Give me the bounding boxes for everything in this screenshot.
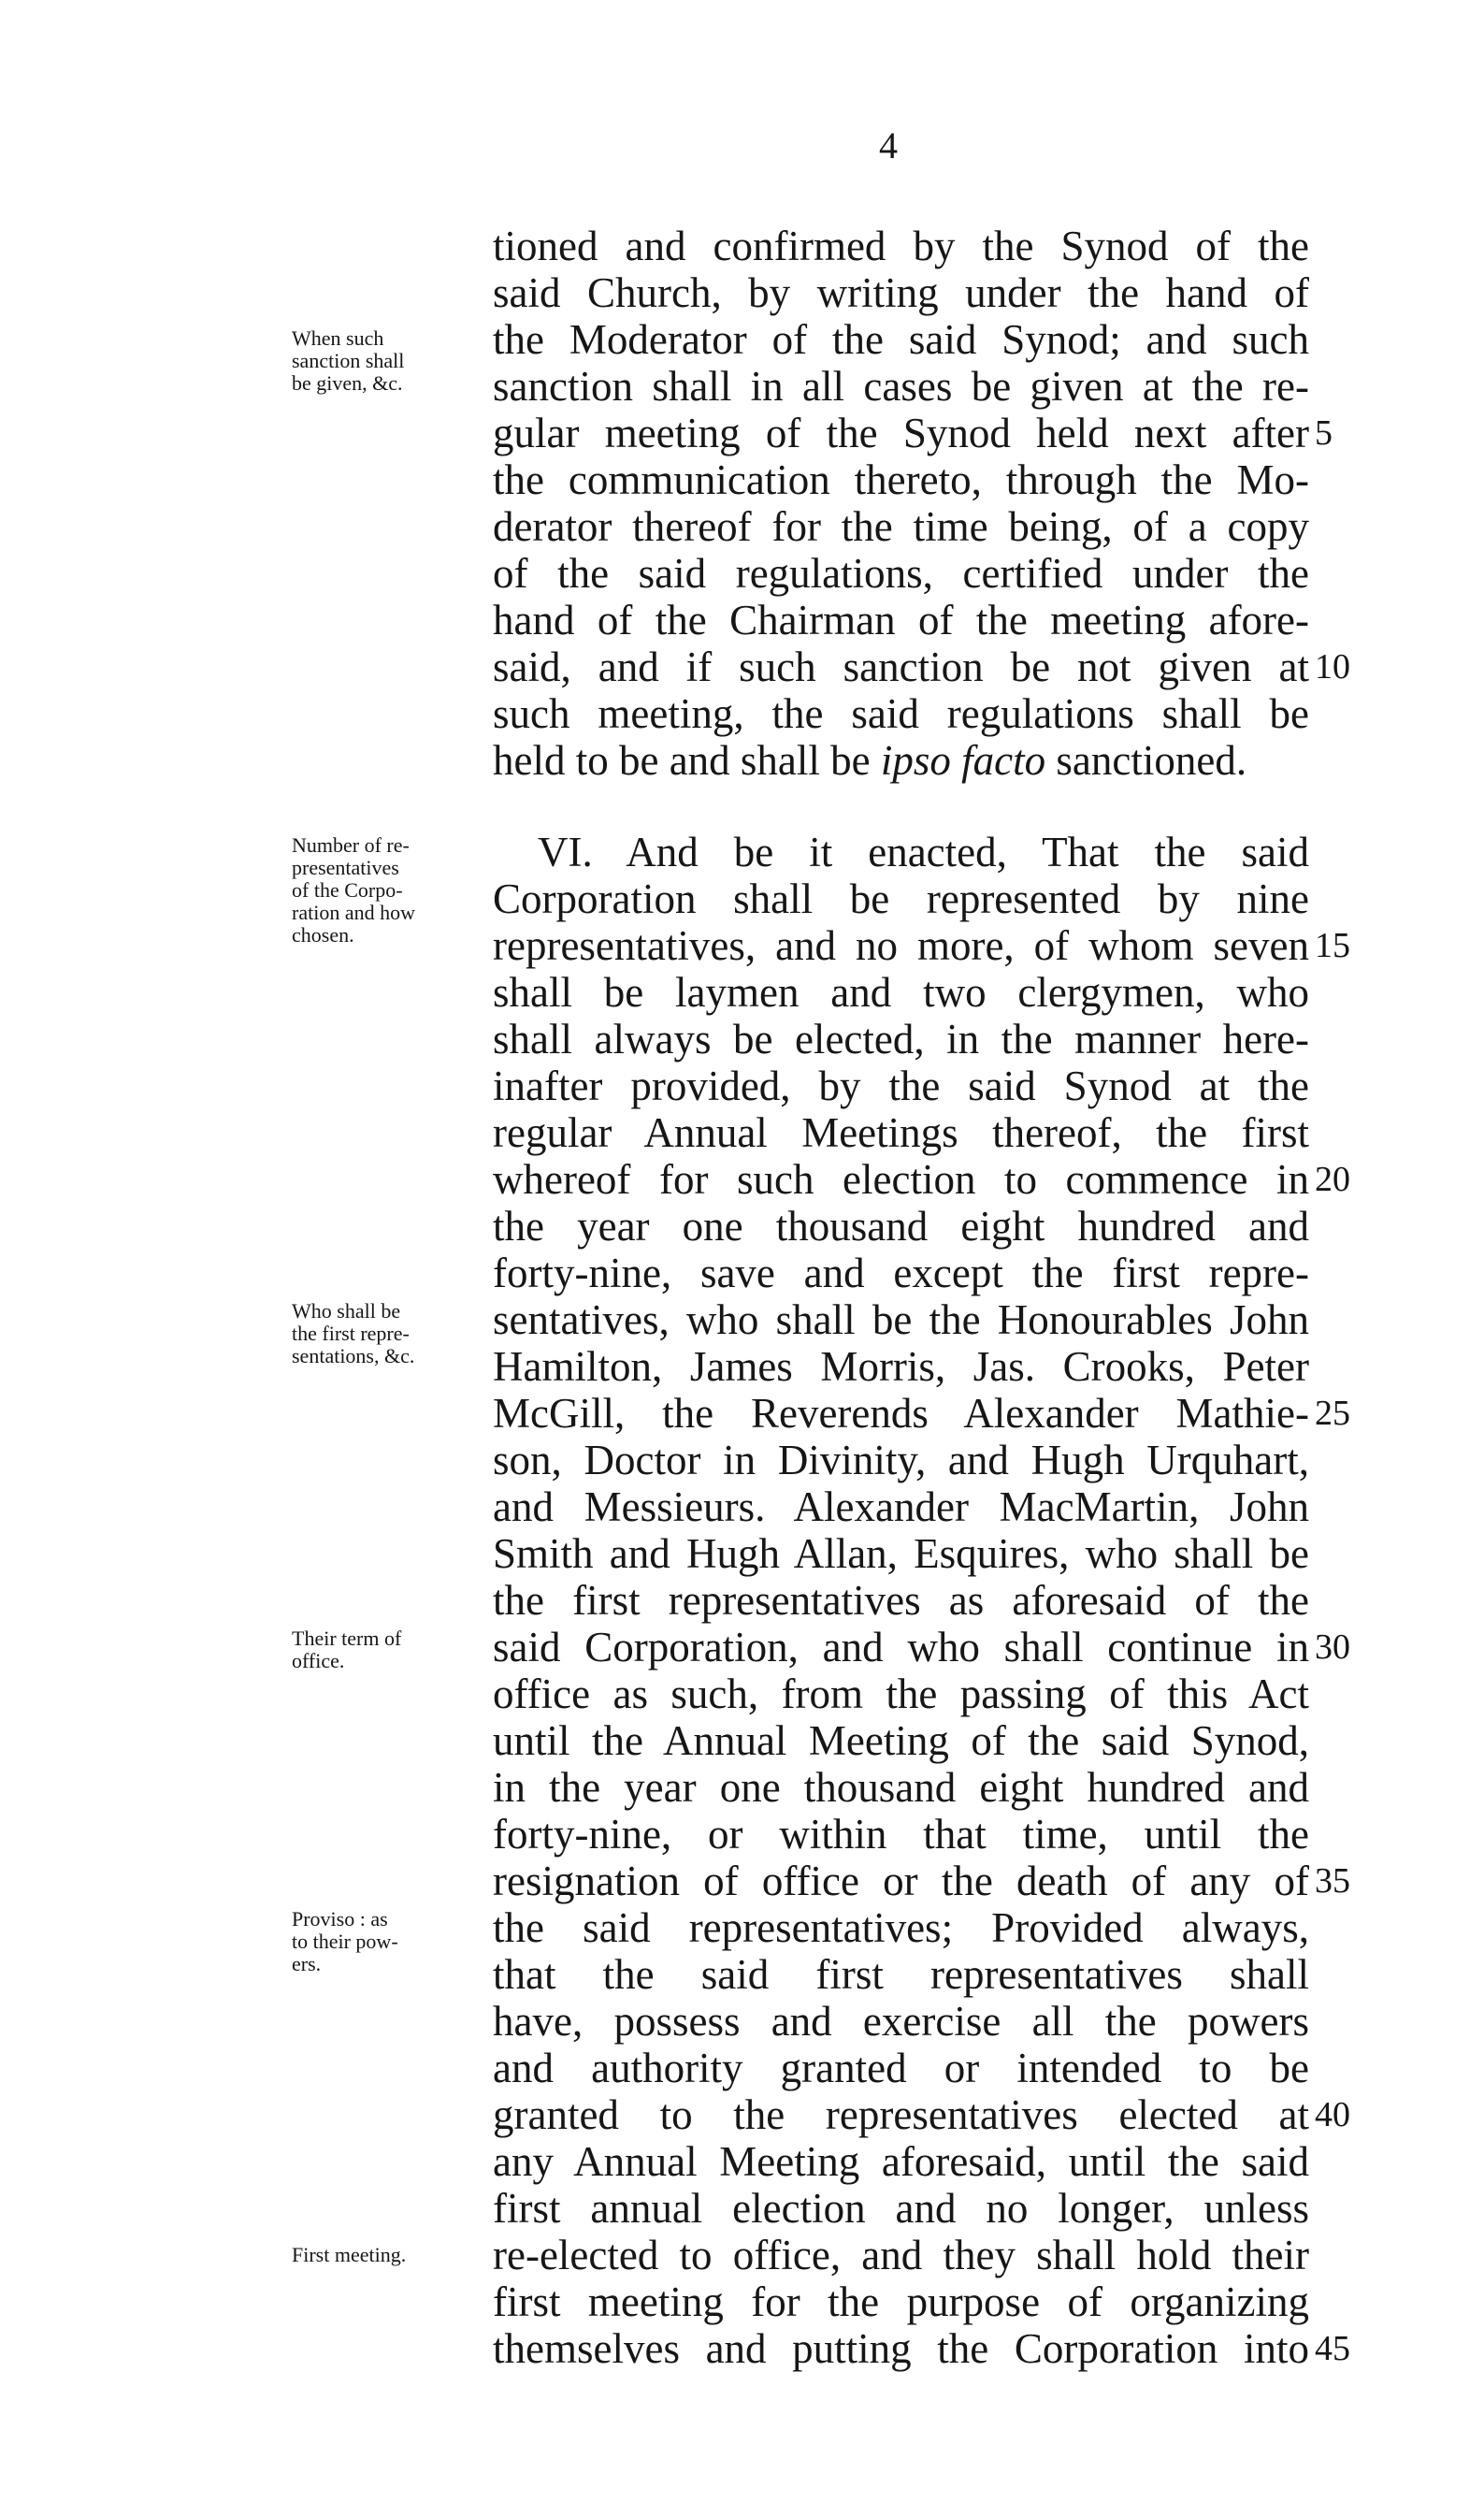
margin-note-line: office. [292, 1649, 345, 1672]
text-line: said, and if such sanction be not given at [493, 644, 1309, 690]
text-line: Smith and Hugh Allan, Esquires, who shall be [493, 1530, 1309, 1577]
text-line: the first representatives as aforesaid of the [493, 1577, 1309, 1624]
margin-note-line: be given, &c. [292, 371, 403, 395]
text-line: the Moderator of the said Synod; and such [493, 316, 1309, 363]
text-line: tioned and confirmed by the Synod of the [493, 223, 1309, 269]
line-number: 15 [1315, 926, 1350, 965]
text-line: representatives, and no more, of whom seven [493, 922, 1309, 969]
text-line: first annual election and no longer, unless [493, 2185, 1309, 2232]
text-line: of the said regulations, certified under the [493, 550, 1309, 597]
text-line: hand of the Chairman of the meeting afore- [493, 597, 1309, 644]
text-line: themselves and putting the Corporation into [493, 2325, 1309, 2372]
margin-note-line: Their term of [292, 1627, 402, 1650]
margin-note-line: First meeting. [292, 2243, 407, 2266]
text-line: forty-nine, or within that time, until the [493, 1811, 1309, 1858]
text-line: son, Doctor in Divinity, and Hugh Urquhart, [493, 1437, 1309, 1483]
text-line: regular Annual Meetings thereof, the first [493, 1109, 1309, 1156]
margin-note [292, 2244, 493, 2266]
text-line: the communication thereto, through the Mo- [493, 456, 1309, 503]
page-number: 4 [879, 124, 898, 166]
text-line: in the year one thousand eight hundred and [493, 1764, 1309, 1811]
line-number: 40 [1315, 2095, 1350, 2134]
text-line: first meeting for the purpose of organizing [493, 2278, 1309, 2325]
margin-note [292, 1300, 493, 1367]
line-number: 25 [1315, 1394, 1350, 1433]
text-line: sentatives, who shall be the Honourables John [493, 1296, 1309, 1343]
text-line: gular meeting of the Synod held next after [493, 410, 1309, 456]
text-line: granted to the representatives elected at [493, 2091, 1309, 2138]
text-line: shall always be elected, in the manner here- [493, 1016, 1309, 1063]
text-line: whereof for such election to commence in [493, 1156, 1309, 1203]
margin-note-line: Proviso : as [292, 1907, 388, 1931]
margin-note-line: Number of re- [292, 833, 410, 857]
text-line: forty-nine, save and except the first repre- [493, 1250, 1309, 1296]
text-line: VI. And be it enacted, That the said [538, 829, 1309, 875]
margin-note-line: sentations, &c. [292, 1344, 415, 1367]
text-line: inafter provided, by the said Synod at the [493, 1063, 1309, 1109]
line-number: 30 [1315, 1627, 1350, 1667]
margin-note [292, 327, 493, 395]
text-line: such meeting, the said regulations shall be [493, 690, 1309, 737]
text-line: McGill, the Reverends Alexander Mathie- [493, 1390, 1309, 1437]
text-line: resignation of office or the death of any of [493, 1858, 1309, 1904]
text-line: have, possess and exercise all the powers [493, 1998, 1309, 2045]
text-line: and Messieurs. Alexander MacMartin, John [493, 1483, 1309, 1530]
margin-note-line: ers. [292, 1952, 322, 1975]
text-line: the year one thousand eight hundred and [493, 1203, 1309, 1250]
text-line: until the Annual Meeting of the said Synod, [493, 1717, 1309, 1764]
margin-note-line: to their pow- [292, 1930, 398, 1953]
text-line: derator thereof for the time being, of a copy [493, 503, 1309, 550]
margin-note-line: presentatives [292, 856, 399, 879]
text-line-last [493, 737, 1309, 784]
margin-note-line: sanction shall [292, 349, 405, 372]
margin-note-line: Who shall be [292, 1299, 401, 1323]
text-line: said Church, by writing under the hand of [493, 269, 1309, 316]
text-line: shall be laymen and two clergymen, who [493, 969, 1309, 1016]
line-number: 45 [1315, 2329, 1350, 2368]
margin-note-line: the first repre- [292, 1322, 410, 1345]
text-line: office as such, from the passing of this Act [493, 1670, 1309, 1717]
text-line: any Annual Meeting aforesaid, until the said [493, 2138, 1309, 2185]
line-number: 35 [1315, 1861, 1350, 1901]
italic-phrase: ipso facto [880, 737, 1046, 784]
text-line: and authority granted or intended to be [493, 2045, 1309, 2091]
line-number: 20 [1315, 1160, 1350, 1199]
text-line: said Corporation, and who shall continue in [493, 1624, 1309, 1670]
text-line: sanction shall in all cases be given at the re- [493, 363, 1309, 410]
line-number: 10 [1315, 647, 1350, 687]
text-line: re-elected to office, and they shall hold their [493, 2232, 1309, 2278]
text-run: sanctioned. [1045, 737, 1247, 784]
text-line: the said representatives; Provided always, [493, 1904, 1309, 1951]
text-run: held to be and shall be [493, 737, 881, 784]
text-line: Corporation shall be represented by nine [493, 875, 1309, 922]
margin-note [292, 1627, 493, 1672]
margin-note-line: chosen. [292, 923, 354, 947]
margin-note [292, 834, 493, 947]
text-line: Hamilton, James Morris, Jas. Crooks, Peter [493, 1343, 1309, 1390]
margin-note-line: of the Corpo- [292, 878, 403, 902]
margin-note [292, 1908, 493, 1975]
text-line: that the said first representatives shall [493, 1951, 1309, 1998]
margin-note-line: ration and how [292, 901, 415, 924]
line-number: 5 [1315, 413, 1333, 453]
margin-note-line: When such [292, 326, 384, 350]
